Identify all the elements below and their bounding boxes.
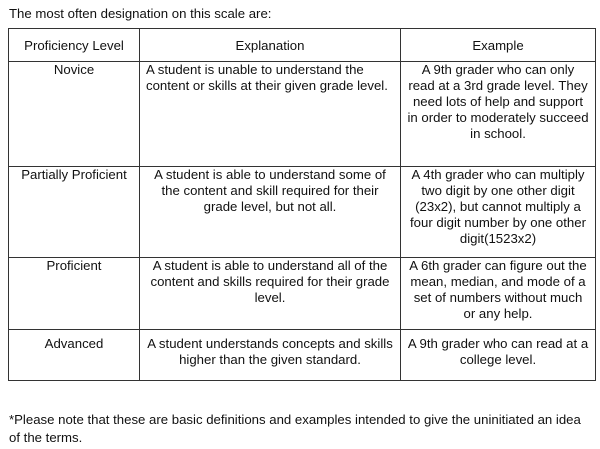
footnote: *Please note that these are basic definitions and examples intended to give the uninitiated an idea of the terms. — [9, 412, 581, 445]
example-cell: A 6th grader can figure out the mean, median, and mode of a set of numbers without much or any help. — [401, 258, 596, 330]
example-cell: A 9th grader who can only read at a 3rd grade level. They need lots of help and support in order to moderately succeed in school. — [401, 62, 596, 167]
proficiency-scale-table — [8, 28, 596, 381]
header-proficiency-level: Proficiency Level — [9, 29, 140, 62]
level-cell: Proficient — [9, 258, 140, 330]
header-example: Example — [401, 29, 596, 62]
table-header-row — [9, 29, 596, 62]
level-cell: Partially Proficient — [9, 167, 140, 258]
intro-text: The most often designation on this scale are: — [9, 6, 272, 21]
level-cell: Advanced — [9, 330, 140, 381]
explanation-cell: A student is unable to understand the content or skills at their given grade level. — [140, 62, 401, 167]
table-row-advanced — [9, 330, 596, 381]
explanation-cell: A student understands concepts and skills higher than the given standard. — [140, 330, 401, 381]
explanation-cell: A student is able to understand all of the content and skills required for their grade level. — [140, 258, 401, 330]
explanation-cell: A student is able to understand some of the content and skill required for their grade level, but not all. — [140, 167, 401, 258]
table-row-partially-proficient — [9, 167, 596, 258]
table-row-novice — [9, 62, 596, 167]
header-explanation: Explanation — [140, 29, 401, 62]
table-row-proficient — [9, 258, 596, 330]
level-cell: Novice — [9, 62, 140, 167]
example-cell: A 4th grader who can multiply two digit by one other digit (23x2), but cannot multiply a four digit number by one other digit(1523x2) — [401, 167, 596, 258]
example-cell: A 9th grader who can read at a college level. — [401, 330, 596, 381]
